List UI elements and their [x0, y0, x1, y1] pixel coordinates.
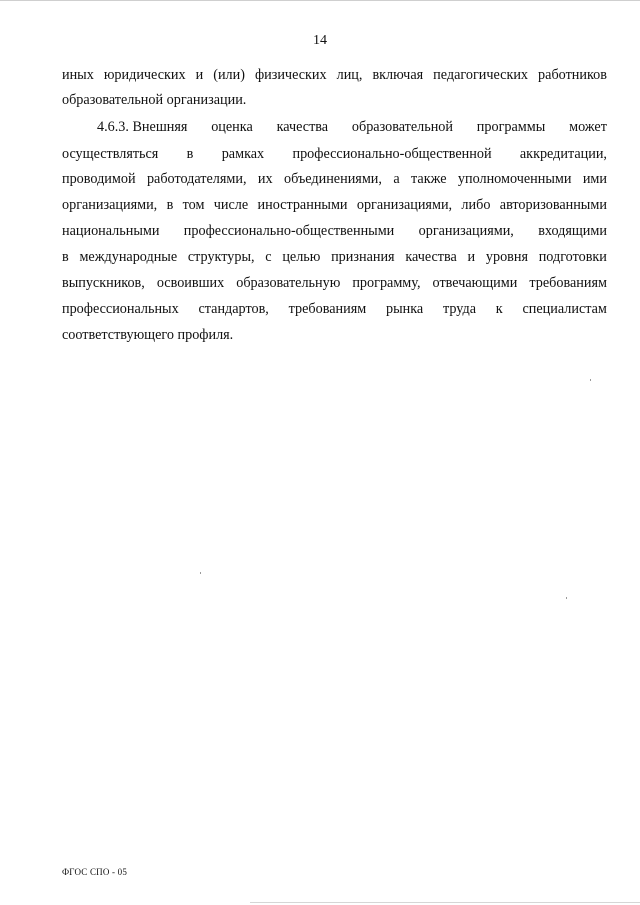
word: отвечающими — [432, 275, 518, 291]
word: качества — [276, 119, 329, 135]
scan-speck — [566, 597, 567, 599]
word: структуры, — [187, 249, 255, 265]
word: входящими — [538, 223, 607, 239]
word: физических — [254, 67, 327, 83]
word: иностранными — [257, 197, 348, 213]
word: работодателями, — [146, 171, 247, 187]
text-line-5 — [62, 170, 607, 188]
text-line-6 — [62, 196, 607, 214]
word: (или) — [213, 67, 245, 83]
text-line-11: соответствующего профиля. — [62, 327, 234, 343]
text-line-7 — [62, 222, 607, 240]
word: признания — [331, 249, 395, 265]
word: том — [182, 197, 205, 213]
word: авторизованными — [499, 197, 607, 213]
text-line-8 — [62, 248, 607, 266]
word: либо — [461, 197, 491, 213]
word: организациями, — [62, 197, 158, 213]
word: в — [186, 146, 194, 162]
word: лиц, — [336, 67, 363, 83]
word: организациями, — [418, 223, 514, 239]
text-line-9 — [62, 274, 607, 292]
word: иных — [62, 67, 94, 83]
word: образовательную — [236, 275, 341, 291]
word: специалистам — [522, 301, 607, 317]
word: программы — [476, 119, 546, 135]
word: аккредитации, — [519, 146, 607, 162]
word: труда — [443, 301, 476, 317]
word: стандартов, — [198, 301, 269, 317]
word: к — [495, 301, 503, 317]
word: выпускников, — [62, 275, 145, 291]
word: педагогических — [433, 67, 529, 83]
word: работников — [538, 67, 607, 83]
word: также — [411, 171, 447, 187]
page-number: 14 — [313, 33, 327, 48]
text-line-2: образовательной организации. — [62, 92, 247, 108]
word: числе — [213, 197, 249, 213]
word: юридических — [103, 67, 186, 83]
word: требованиям — [529, 275, 607, 291]
scan-edge-bottom — [250, 902, 640, 903]
word: национальными — [62, 223, 160, 239]
word: организациями, — [356, 197, 453, 213]
word: и — [467, 249, 476, 265]
word: осуществляться — [62, 146, 159, 162]
word: их — [257, 171, 273, 187]
word: оценка — [211, 119, 253, 135]
word: в — [62, 249, 69, 265]
word: объединениями, — [284, 171, 382, 187]
text-line-1 — [62, 66, 607, 84]
word: с — [265, 249, 272, 265]
scan-edge-top — [0, 0, 640, 1]
word: включая — [372, 67, 424, 83]
word: рынка — [386, 301, 424, 317]
word: в — [166, 197, 174, 213]
word: ими — [582, 171, 607, 187]
text-line-10 — [62, 300, 607, 318]
word: а — [393, 171, 400, 187]
word: освоивших — [156, 275, 225, 291]
word: качества — [405, 249, 457, 265]
word: подготовки — [538, 249, 607, 265]
word: рамках — [221, 146, 265, 162]
scan-speck — [200, 572, 201, 574]
word: профессионально-общественными — [183, 223, 395, 239]
word: и — [195, 67, 204, 83]
word: программу, — [352, 275, 421, 291]
scan-speck — [590, 379, 591, 381]
word: профессионально-общественной — [292, 146, 492, 162]
footer-label: ФГОС СПО - 05 — [62, 867, 128, 877]
word: международные — [79, 249, 178, 265]
word: целью — [282, 249, 321, 265]
word: проводимой — [62, 171, 136, 187]
word: 4.6.3. Внешняя — [97, 119, 188, 135]
text-line-4 — [62, 145, 607, 163]
word: может — [569, 119, 607, 135]
word: уполномоченными — [457, 171, 572, 187]
word: профессиональных — [62, 301, 179, 317]
word: образовательной — [351, 119, 453, 135]
word: уровня — [485, 249, 528, 265]
text-line-3 — [97, 118, 607, 136]
word: требованиям — [288, 301, 367, 317]
